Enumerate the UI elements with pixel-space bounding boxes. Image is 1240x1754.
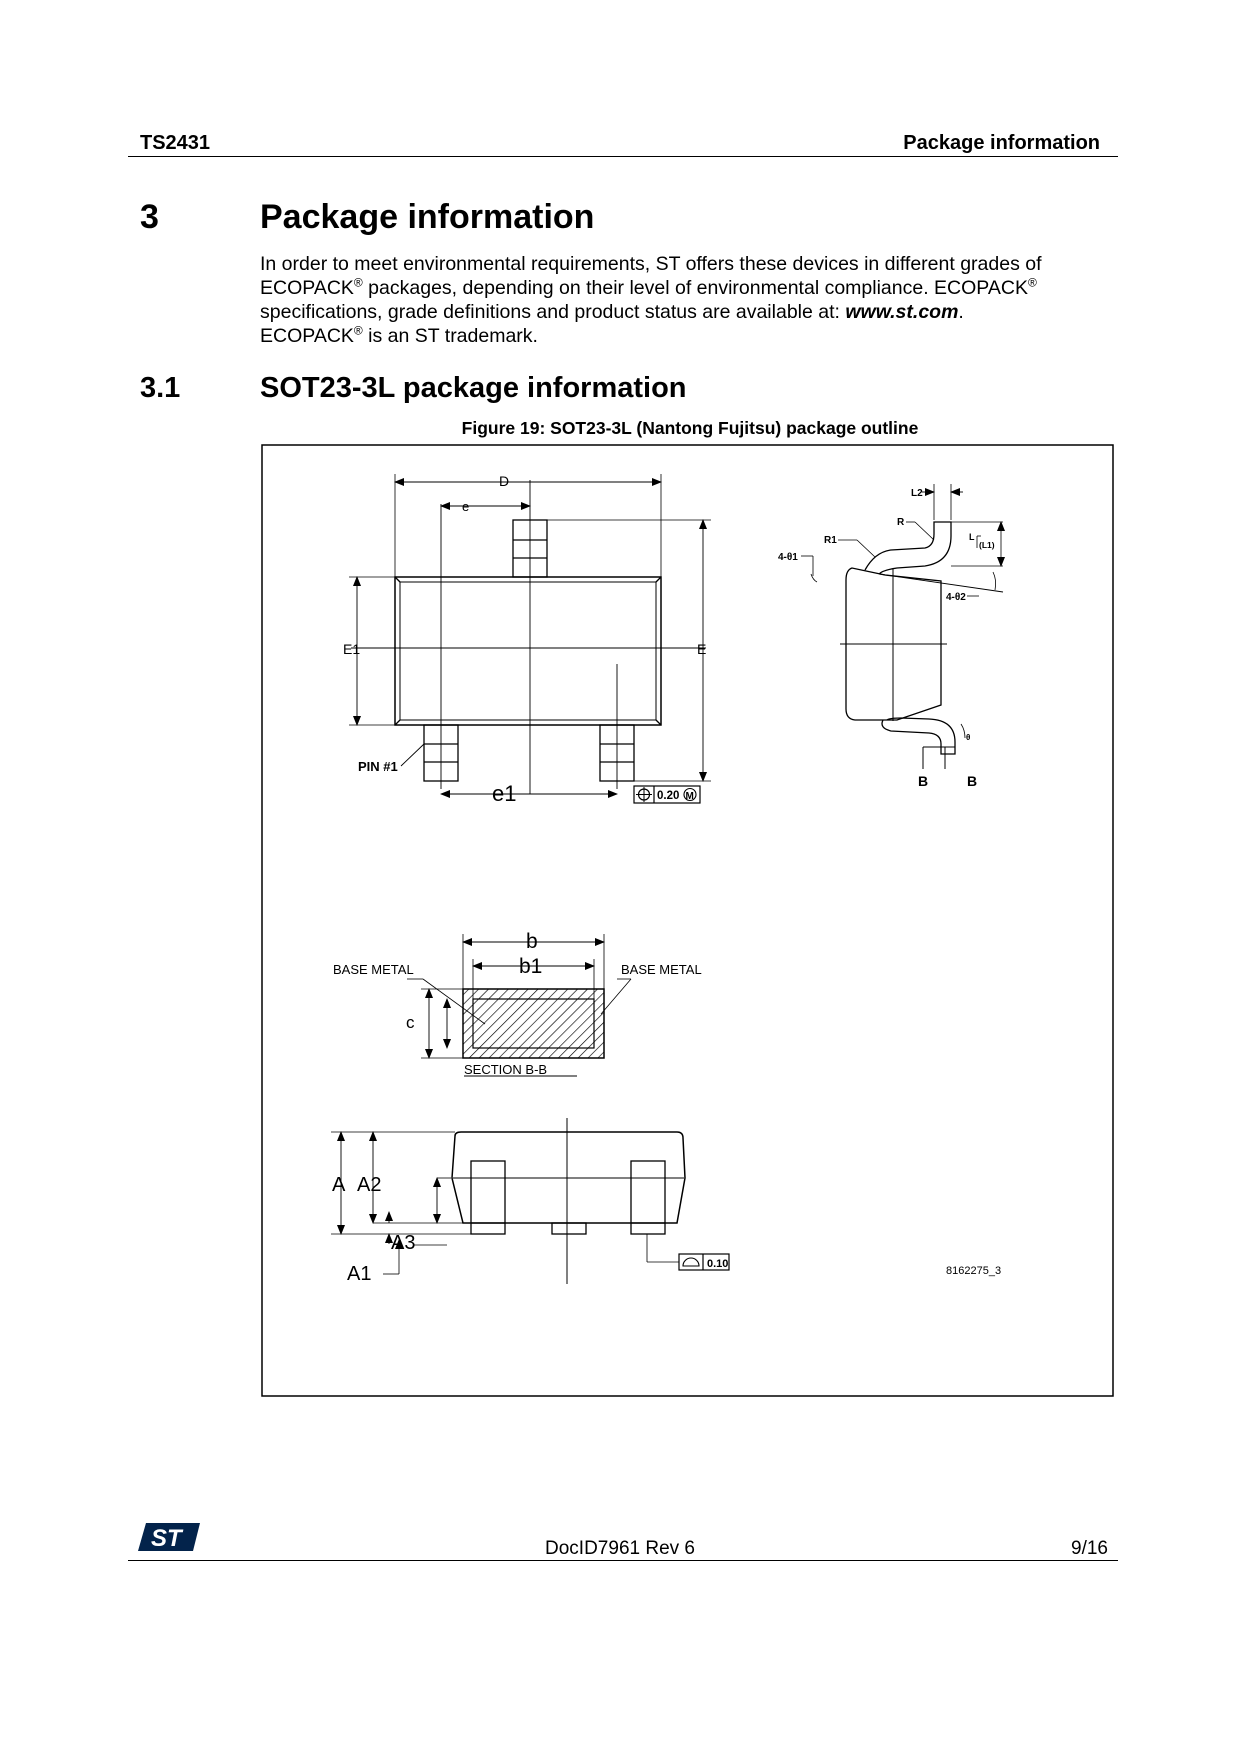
- figure-caption: Figure 19: SOT23-3L (Nantong Fujitsu) package outline: [461, 418, 919, 438]
- label-section-bb: SECTION B-B: [464, 1062, 548, 1077]
- intro-line-2: [260, 276, 1120, 300]
- top-view-labels: [343, 473, 706, 806]
- footer-page-number: 9/16: [1071, 1538, 1108, 1559]
- label-A: A: [332, 1174, 346, 1196]
- label-E1: E1: [343, 641, 361, 657]
- subsection-number: 3.1: [140, 372, 181, 404]
- intro-line-3-text: specifications, grade definitions and product status are available at:: [260, 301, 846, 323]
- st-logo-text: ST: [151, 1525, 182, 1552]
- label-L: L: [969, 532, 975, 542]
- label-pin1: PIN #1: [358, 759, 398, 774]
- label-base-metal-left: BASE METAL: [333, 962, 414, 977]
- label-L1: (L1): [979, 540, 995, 550]
- top-view: [349, 474, 711, 803]
- st-website-link[interactable]: www.st.com: [845, 301, 959, 323]
- ecopack-text: ECOPACK: [260, 277, 354, 299]
- label-tol-020: 0.20: [657, 790, 680, 802]
- figure-frame: [262, 445, 1113, 1396]
- label-tol-010: 0.10: [707, 1258, 729, 1270]
- label-A2: A2: [357, 1174, 382, 1196]
- intro-line-4: [260, 324, 1120, 348]
- ecopack-text: ECOPACK: [260, 325, 354, 347]
- front-view: [331, 1118, 729, 1284]
- footer-doc-id: DocID7961 Rev 6: [545, 1538, 695, 1559]
- label-L2: L2: [911, 488, 923, 499]
- header-rule: [128, 156, 1118, 157]
- period: .: [958, 301, 964, 323]
- label-e: e: [462, 499, 470, 514]
- label-A1: A1: [347, 1263, 372, 1285]
- reg-mark: ®: [1027, 275, 1037, 290]
- section-title: Package information: [260, 198, 595, 236]
- label-R1: R1: [824, 535, 837, 546]
- intro-line-1: In order to meet environmental requirements, ST offers these devices in different grades of: [260, 253, 1042, 275]
- header-doc-title: TS2431: [140, 132, 211, 154]
- side-view-labels: [778, 488, 995, 789]
- label-e1: e1: [492, 781, 517, 806]
- label-c: c: [406, 1013, 415, 1032]
- intro-line-4-rest: is an ST trademark.: [362, 325, 538, 347]
- drawing-id: 8162275_3: [946, 1265, 1002, 1277]
- label-B-right: B: [967, 773, 978, 789]
- label-R: R: [897, 517, 905, 528]
- label-b: b: [526, 930, 538, 953]
- label-base-metal-right: BASE METAL: [621, 962, 702, 977]
- package-outline-drawing: [261, 444, 1114, 1397]
- intro-line-2-rest: packages, depending on their level of environmental compliance. ECOPACK: [362, 277, 1028, 299]
- footer-rule: [128, 1560, 1118, 1561]
- intro-line-3: [260, 300, 1120, 324]
- intro-paragraph: [260, 252, 1120, 348]
- section-number: 3: [140, 198, 159, 236]
- reg-mark: ®: [353, 275, 363, 290]
- label-B-left: B: [918, 773, 929, 789]
- label-theta1: 4-θ1: [778, 552, 798, 563]
- label-A3: A3: [391, 1232, 416, 1254]
- reg-mark: ®: [353, 323, 363, 338]
- front-view-labels: [332, 1174, 1001, 1285]
- label-D: D: [499, 473, 510, 489]
- label-theta: θ: [966, 733, 971, 742]
- label-b1: b1: [519, 955, 543, 978]
- label-M: M: [685, 791, 694, 802]
- label-E: E: [697, 641, 707, 657]
- subsection-title: SOT23-3L package information: [260, 372, 687, 404]
- header-section-title: Package information: [903, 132, 1100, 154]
- label-theta2: 4-θ2: [946, 592, 966, 603]
